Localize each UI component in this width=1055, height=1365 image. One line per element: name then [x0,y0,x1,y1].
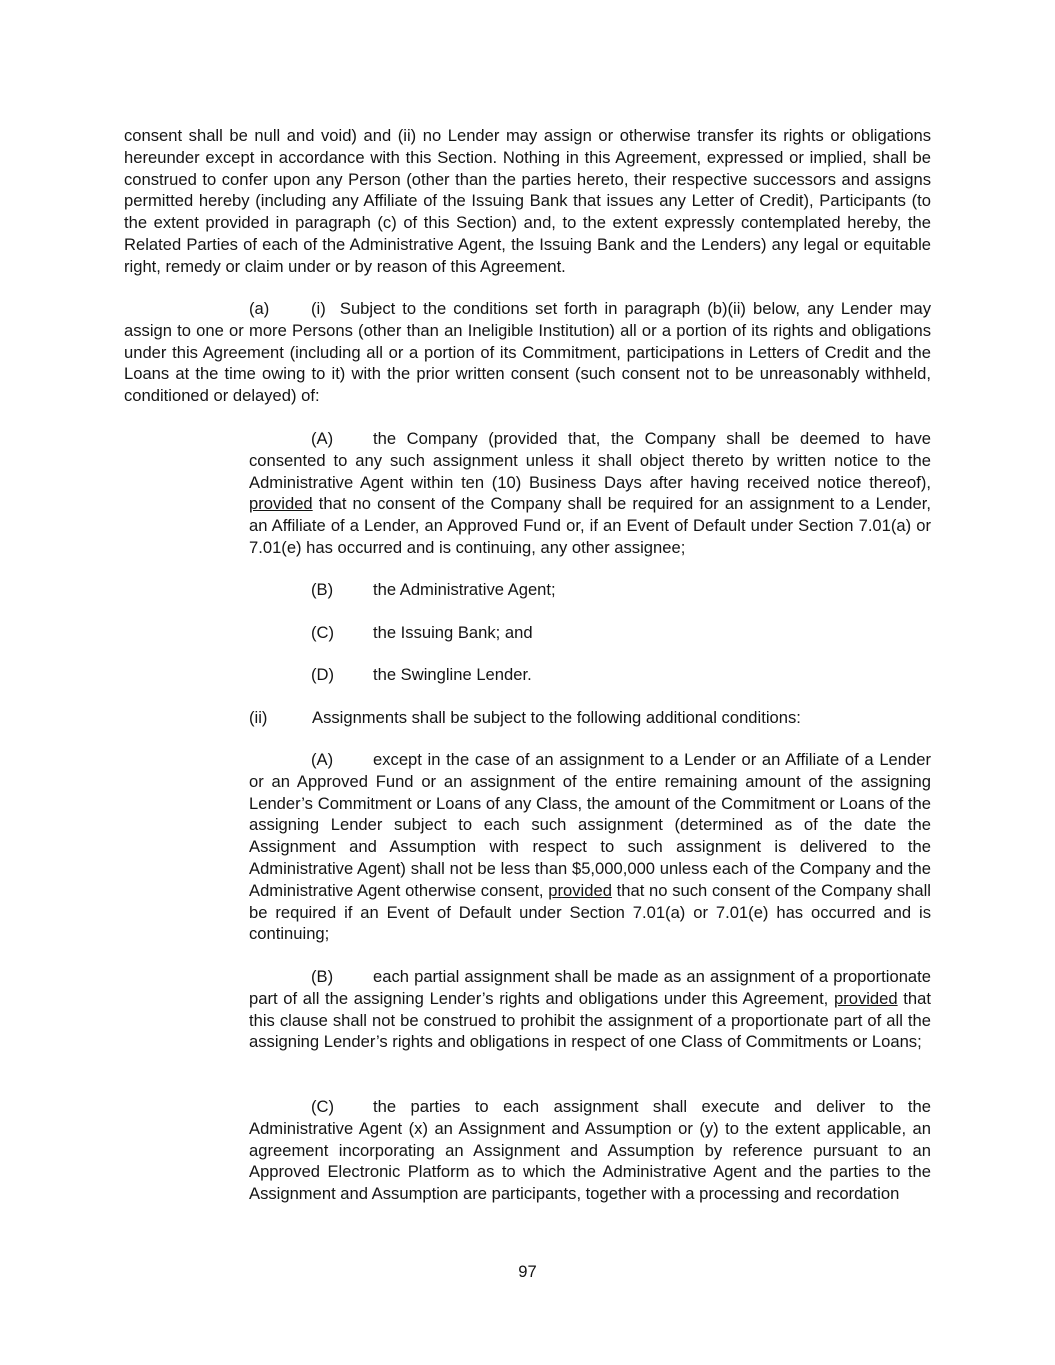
condition-A-tag: (A) [311,750,334,769]
intro-paragraph [124,125,931,278]
consent-A-text-2: that no consent of the Company shall be required for an assignment to a Lender, an Affiliate of a Lender, an Approved Fund or, if an Event of Default under Section 7.01(a) or 7.01(e) has occurred and is continuing, any other assignee; [249,494,931,557]
condition-C-tag: (C) [311,1097,335,1116]
consent-D-tag: (D) [311,665,335,684]
condition-B-provided: provided [833,988,898,1008]
condition-A-text-2: that no such consent of the Company shall be required if an Event of Default under Section 7.01(a) or 7.01(e) has occurred and is continuing; [249,880,931,944]
consent-B-text: the Administrative Agent; [373,580,556,599]
intro-text: consent shall be null and void) and (ii) no Lender may assign or otherwise transfer its rights or obligations hereunder except in accordance with this Section. Nothing in this Agreement, expressed or implied, shall be construed to confer upon any Person (other than the parties hereto, their respective successors and assigns permitted hereby (including any Affiliate of the Issuing Bank that issues any Letter of Credit), Participants (to the extent provided in paragraph (c) of this Section) and, to the extent expressly contemplated hereby, the Related Parties of each of the Administrative Agent, the Issuing Bank and the Lenders) any legal or equitable right, remedy or claim under or by reason of this Agreement. [124,126,931,276]
consent-A-text-1: the Company (provided that, the Company shall be deemed to have consented to any such assignment unless it shall object thereto by written notice to the Administrative Agent within ten (10) Business Days after having received notice thereof), [249,429,931,492]
paragraph-ii [249,707,931,729]
consent-C-tag: (C) [311,623,335,642]
consent-B [249,579,931,601]
paragraph-ii-text: Assignments shall be subject to the following additional conditions: [312,708,801,727]
condition-B-text-1: each partial assignment shall be made as an assignment of a proportionate part of all the assigning Lender’s rights and obligations under this Agreement, [249,967,931,1008]
paragraph-a-tag: (a) [249,299,270,318]
condition-A [249,749,931,945]
condition-B-tag: (B) [311,967,334,986]
condition-C-text: the parties to each assignment shall execute and deliver to the Administrative Agent (x) an Assignment and Assumption or (y) to the extent applicable, an agreement incorporating an Assignment and Assumption by reference pursuant to an Approved Electronic Platform as to which the Administrative Agent and the parties to the Assignment and Assumption are participants, together with a processing and recordation [249,1097,931,1204]
condition-B-text-2: that this clause shall not be construed to prohibit the assignment of a proportionate part of all the assigning Lender’s rights and obligations in respect of one Class of Commitments or Loans; [249,988,931,1052]
consent-D [249,664,931,686]
paragraph-a-sub-tag: (i) [311,299,326,318]
consent-B-tag: (B) [311,580,334,599]
condition-B [249,966,931,1053]
condition-A-provided: provided [548,880,612,900]
consent-C [249,622,931,644]
condition-A-text-1: except in the case of an assignment to a Lender or an Affiliate of a Lender or an Approved Fund or an assignment of the entire remaining amount of the assigning Lender’s Commitment or Loans of any Class, the amount of the Commitment or Loans of the assigning Lender subject to each such assignment (determined as of the date the Assignment and Assumption with respect to such assignment is delivered to the Administrative Agent) shall not be less than $5,000,000 unless each of the Company and the Administrative Agent otherwise consent, [249,750,931,900]
paragraph-a-text: Subject to the conditions set forth in paragraph (b)(ii) below, any Lender may assign to one or more Persons (other than an Ineligible Institution) all or a portion of its rights and obligations under this Agreement (including all or a portion of its Commitment, participations in Letters of Credit and the Loans at the time owing to it) with the prior written consent (such consent not to be unreasonably withheld, conditioned or delayed) of: [124,299,931,406]
consent-A-tag: (A) [311,429,334,448]
consent-C-text: the Issuing Bank; and [373,623,533,642]
consent-D-text: the Swingline Lender. [373,665,532,684]
page-number: 97 [518,1262,537,1281]
paragraph-a [124,298,931,407]
consent-A-provided: provided [249,494,313,514]
consent-A [249,428,931,559]
paragraph-ii-tag: (ii) [249,708,268,727]
condition-C [249,1096,931,1205]
